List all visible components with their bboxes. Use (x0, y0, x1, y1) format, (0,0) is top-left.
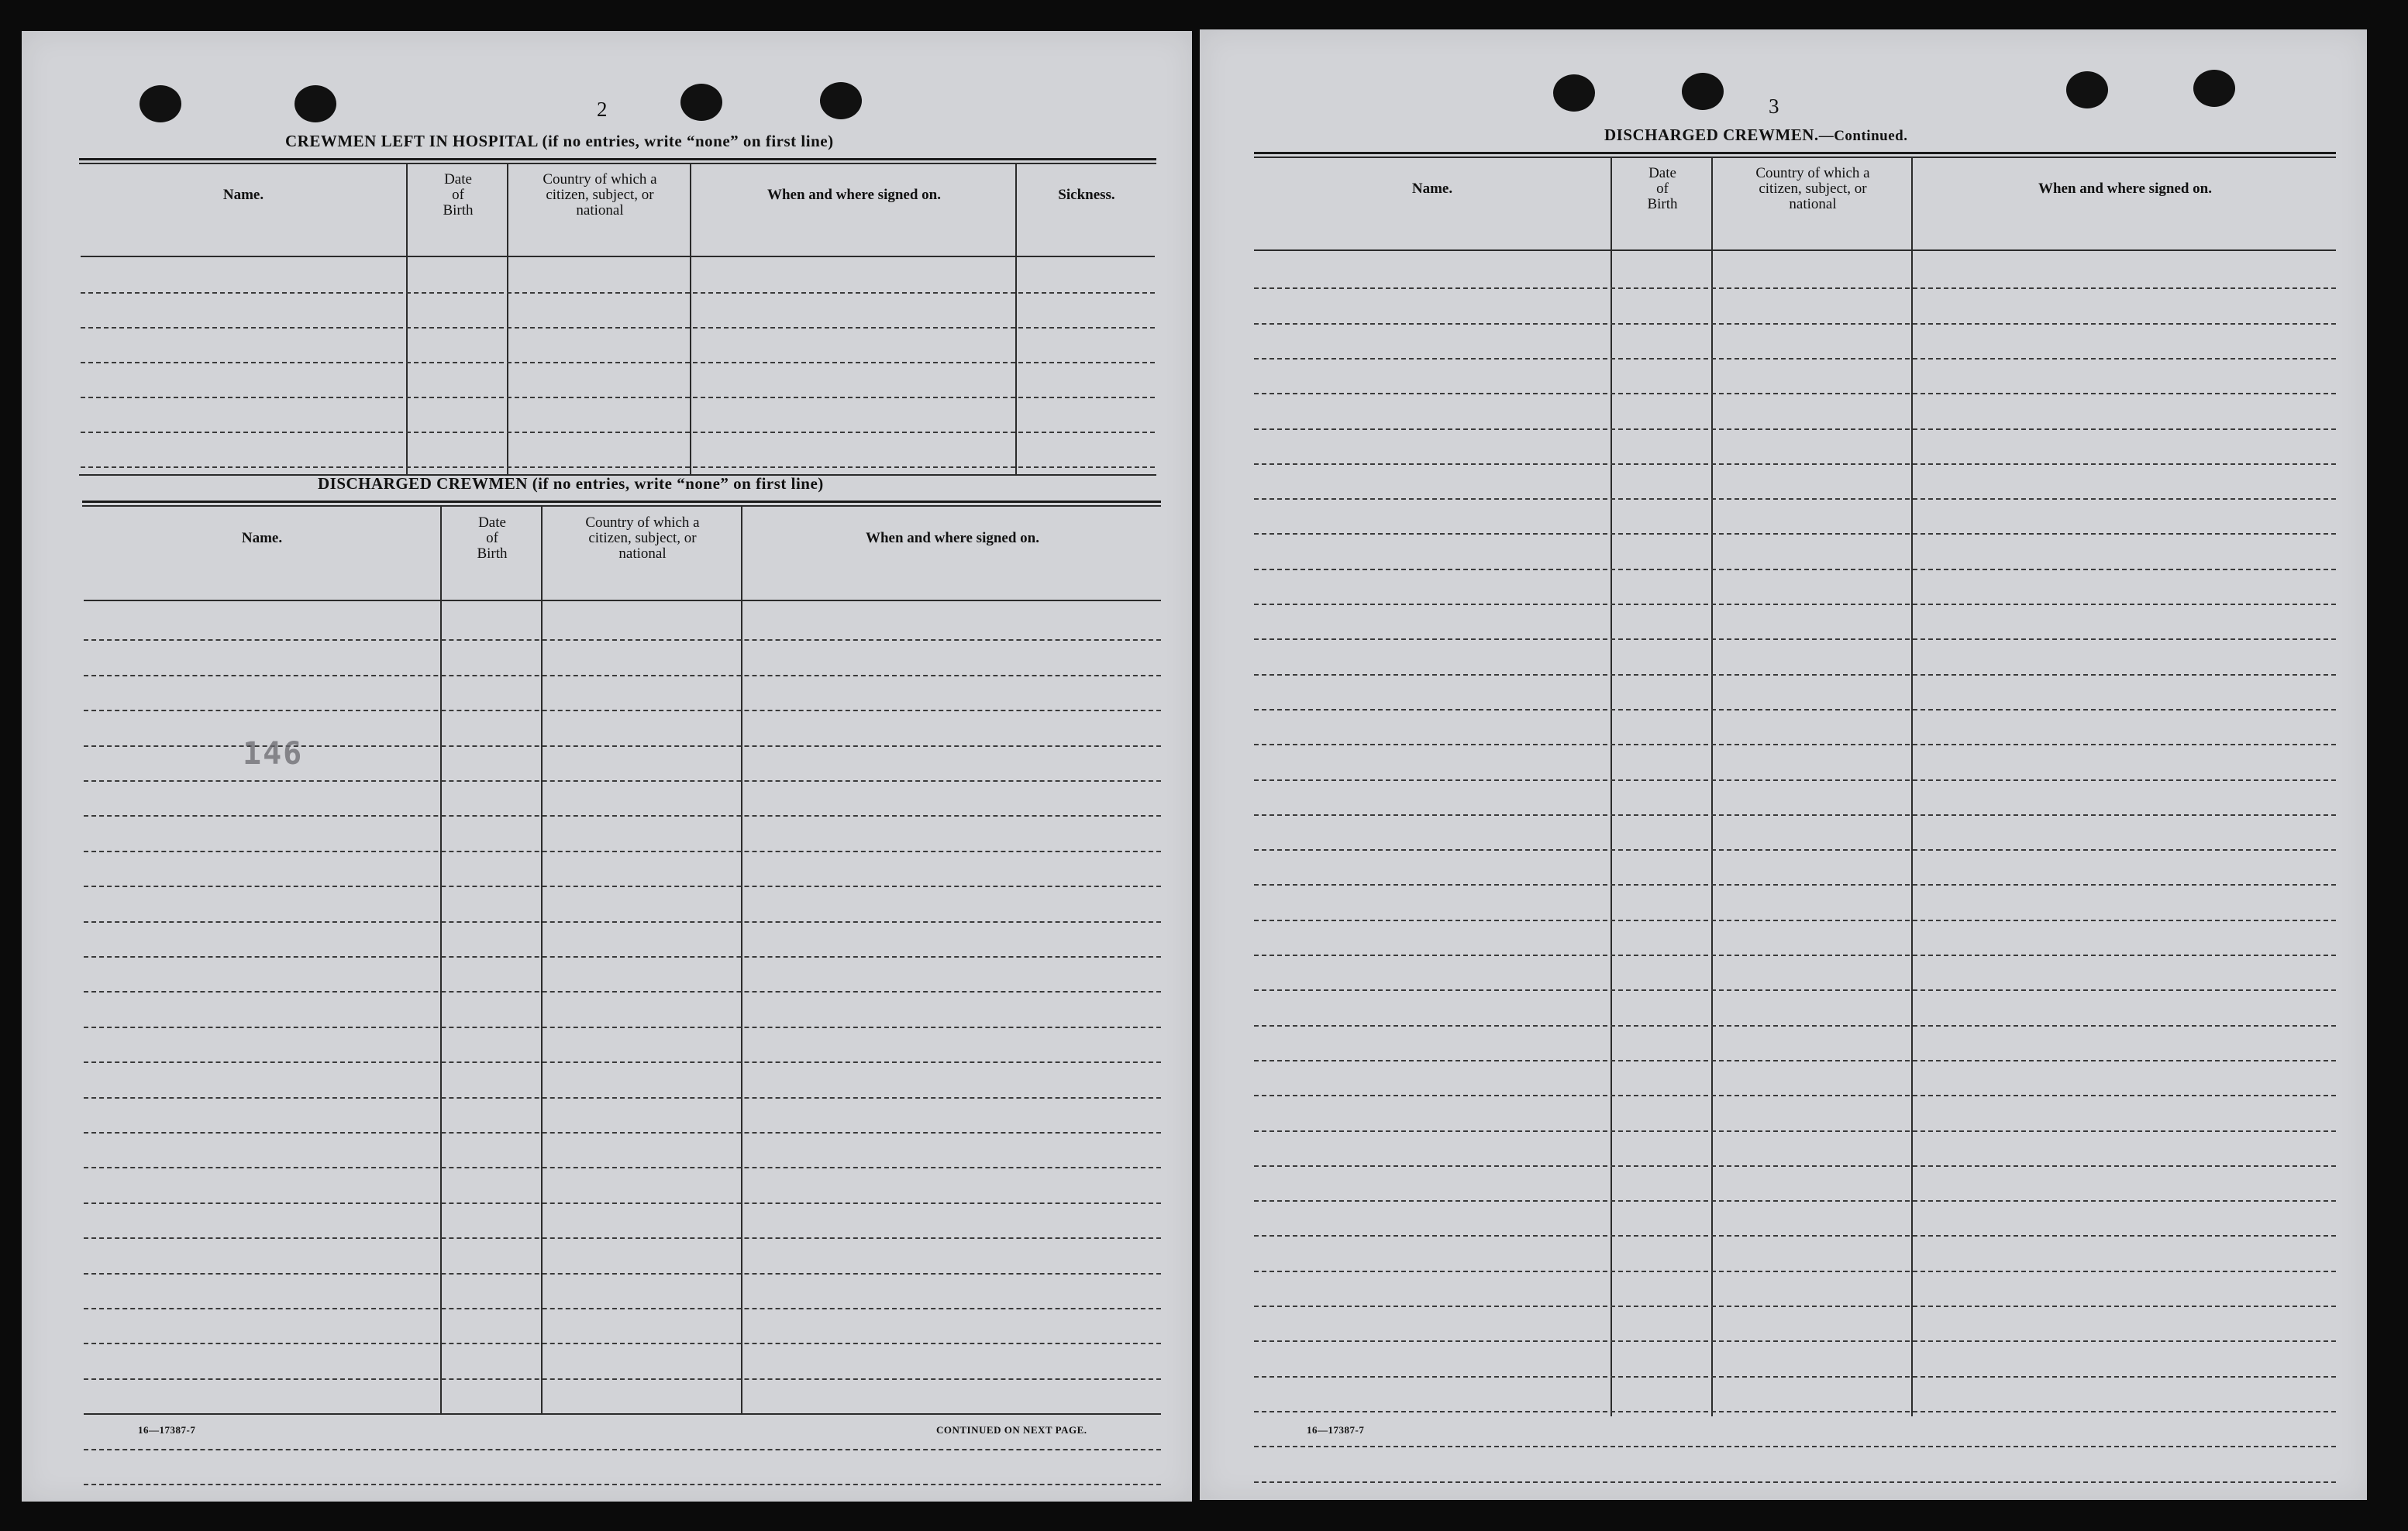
continued-note: CONTINUED ON NEXT PAGE. (936, 1424, 1087, 1436)
column-divider (1015, 164, 1017, 474)
ruled-line (1254, 814, 2336, 816)
ruled-line (1254, 569, 2336, 570)
ruled-line (1254, 744, 2336, 745)
column-divider (1611, 158, 1612, 1416)
ruled-line (81, 327, 1155, 329)
ruled-line (1254, 463, 2336, 465)
right-page (1200, 29, 2367, 1500)
ruled-line (84, 1484, 1161, 1485)
ruled-line (84, 1202, 1161, 1204)
ruled-line (1254, 1060, 2336, 1061)
ruled-line (1254, 674, 2336, 676)
ruled-line (84, 1449, 1161, 1450)
hospital-top-rule (79, 158, 1156, 160)
ruled-line (1254, 989, 2336, 991)
col-header-name: Name. (1411, 181, 1453, 197)
column-divider (690, 164, 691, 474)
ruled-line (1254, 1306, 2336, 1307)
col-header-country: Country of which a citizen, subject, or national (543, 171, 657, 218)
ruled-line (84, 886, 1161, 887)
ruled-line (84, 1167, 1161, 1168)
header-underline (81, 256, 1155, 257)
header-underline (1254, 249, 2336, 251)
punch-hole (140, 85, 181, 122)
ruled-line (1254, 323, 2336, 325)
form-number: 16—17387-7 (138, 1424, 196, 1436)
ruled-line (1254, 1376, 2336, 1378)
ruled-line (1254, 1025, 2336, 1027)
ruled-line (84, 1273, 1161, 1275)
column-divider (541, 507, 543, 1413)
col-header-name: Name. (241, 530, 283, 546)
punch-hole (820, 82, 862, 119)
ruled-line (84, 1097, 1161, 1099)
discharged-top-rule (82, 501, 1161, 503)
left-page (22, 31, 1192, 1502)
page-number: 2 (597, 98, 608, 121)
ruled-line (84, 1132, 1161, 1134)
hospital-table (81, 164, 1155, 474)
ruled-line (1254, 393, 2336, 394)
ruled-line (84, 851, 1161, 852)
header-underline (84, 600, 1161, 601)
ruled-line (1254, 638, 2336, 640)
punch-hole (1682, 73, 1724, 110)
ruled-line (81, 397, 1155, 398)
discharged-continued-table (1254, 158, 2336, 1416)
discharged-table (84, 507, 1161, 1413)
col-header-name: Name. (222, 187, 264, 203)
ruled-line (84, 1237, 1161, 1239)
ruled-line (1254, 884, 2336, 886)
discharged-title-note: (if no entries, write “none” on first line) (532, 474, 824, 493)
hospital-title-text: CREWMEN LEFT IN HOSPITAL (285, 132, 538, 150)
ruled-line (1254, 604, 2336, 605)
ruled-line (1254, 287, 2336, 289)
ruled-line (1254, 1271, 2336, 1272)
ruled-line (1254, 1446, 2336, 1447)
ruled-line (84, 1378, 1161, 1380)
ruled-line (1254, 1130, 2336, 1132)
discharged-title-text: DISCHARGED CREWMEN (318, 474, 528, 493)
col-header-sickness: Sickness. (1058, 187, 1115, 203)
ruled-line (81, 362, 1155, 363)
ruled-line (84, 1308, 1161, 1309)
ruled-line (1254, 1200, 2336, 1202)
ruled-line (1254, 849, 2336, 851)
ruled-line (81, 466, 1155, 468)
page-number: 3 (1769, 95, 1779, 118)
hospital-section-title (285, 132, 834, 151)
punch-hole (2066, 71, 2108, 108)
continued-title-suffix: —Continued. (1818, 128, 1908, 144)
ruled-line (1254, 1411, 2336, 1412)
col-header-signed-on: When and where signed on. (2038, 181, 2212, 197)
ruled-line (1254, 955, 2336, 956)
ruled-line (84, 815, 1161, 817)
ruled-line (84, 710, 1161, 711)
punch-hole (295, 85, 336, 122)
ruled-line (1254, 533, 2336, 535)
discharged-bottom-rule (84, 1413, 1161, 1415)
col-header-signed-on: When and where signed on. (766, 187, 941, 203)
ruled-line (1254, 428, 2336, 430)
ruled-line (1254, 1340, 2336, 1342)
ruled-line (81, 292, 1155, 294)
ruled-line (84, 1027, 1161, 1028)
ruled-line (84, 675, 1161, 676)
ruled-line (1254, 1165, 2336, 1167)
column-divider (1711, 158, 1713, 1416)
column-divider (1911, 158, 1913, 1416)
ruled-line (81, 432, 1155, 433)
col-header-signed-on: When and where signed on. (865, 530, 1039, 546)
col-header-country: Country of which a citizen, subject, or national (1755, 165, 1870, 212)
ruled-line (1254, 498, 2336, 500)
ruled-line (1254, 709, 2336, 710)
ruled-line (84, 780, 1161, 782)
column-divider (507, 164, 508, 474)
hospital-title-note: (if no entries, write “none” on first line) (542, 132, 834, 150)
continued-top-rule (1254, 152, 2336, 154)
discharged-continued-title (1604, 126, 1907, 145)
ruled-line (1254, 358, 2336, 360)
ruled-line (84, 1061, 1161, 1063)
ruled-line (1254, 920, 2336, 921)
page-binding (1192, 23, 1200, 1503)
ruled-line (1254, 779, 2336, 781)
ruled-line (1254, 1235, 2336, 1237)
col-header-country: Country of which a citizen, subject, or national (585, 514, 700, 562)
handwritten-number: 146 (243, 736, 304, 772)
ruled-line (1254, 1481, 2336, 1483)
ruled-line (1254, 1095, 2336, 1096)
punch-hole (1553, 74, 1595, 112)
ruled-line (84, 921, 1161, 923)
continued-title-text: DISCHARGED CREWMEN. (1604, 126, 1819, 144)
column-divider (741, 507, 742, 1413)
column-divider (440, 507, 442, 1413)
ruled-line (84, 1343, 1161, 1344)
ruled-line (84, 956, 1161, 958)
col-header-date-of-birth: Date of Birth (1647, 165, 1678, 212)
ruled-line (84, 639, 1161, 641)
punch-hole (680, 84, 722, 121)
ruled-line (84, 991, 1161, 993)
discharged-section-title (318, 474, 824, 494)
column-divider (406, 164, 408, 474)
punch-hole (2193, 70, 2235, 107)
form-number: 16—17387-7 (1307, 1424, 1365, 1436)
col-header-date-of-birth: Date of Birth (443, 171, 474, 218)
col-header-date-of-birth: Date of Birth (477, 514, 508, 562)
